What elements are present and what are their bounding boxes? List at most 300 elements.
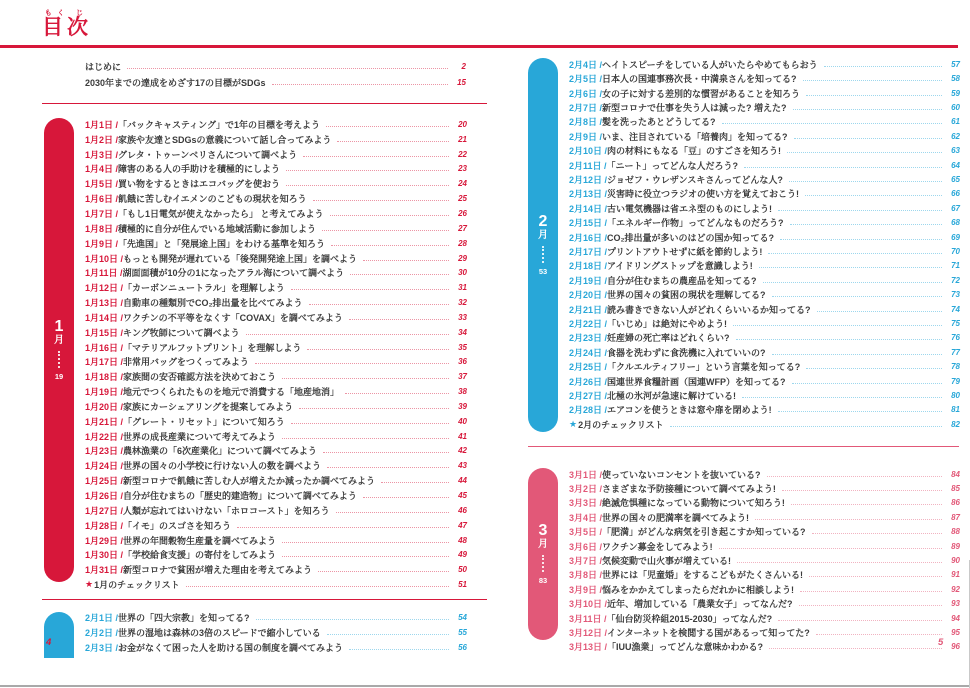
entry-title: プリントアウトせずに紙を節約しよう! (607, 246, 763, 257)
entry-title: 「いじめ」は絶対にやめよう! (607, 319, 728, 330)
month-number: 1 (54, 317, 64, 335)
toc-entry (85, 369, 467, 384)
entry-date: 2月28日 / (569, 403, 607, 416)
entry-date: 3月7日 / (569, 554, 602, 567)
dotted-leader (767, 476, 942, 477)
entry-date: 1月31日 / (85, 563, 123, 576)
entry-title: 食器を洗わずに食洗機に入れていいの? (607, 347, 766, 358)
entry-page-number: 56 (458, 642, 467, 652)
dotted-leader (799, 605, 942, 606)
dotted-leader (303, 156, 449, 157)
entry-page-number: 92 (951, 584, 960, 594)
entry-page-number: 76 (951, 333, 960, 343)
dotted-leader (282, 378, 449, 379)
entry-date: 1月14日 / (85, 311, 123, 324)
entry-date: 3月4日 / (569, 511, 602, 524)
dotted-leader (349, 649, 449, 650)
toc-entry (569, 467, 960, 481)
entry-title: 「ニート」ってどんな人だろう? (606, 160, 739, 171)
toc-entry (569, 288, 960, 302)
dotted-leader (246, 334, 449, 335)
entry-page-number: 89 (951, 541, 960, 551)
entry-date: 1月5日 / (85, 177, 118, 190)
entry-page-number: 29 (458, 253, 467, 263)
entry-page-number: 81 (951, 405, 960, 415)
dotted-leader (282, 542, 449, 543)
toc-entry (85, 473, 467, 488)
entry-page-number: 84 (951, 469, 960, 479)
entry-title: 新型コロナで貧困が増えた理由を考えてみよう (123, 565, 313, 576)
entry-page-number: 67 (951, 203, 960, 213)
entry-title: 気候変動で山火事が増えている! (602, 556, 732, 567)
toc-entry (85, 414, 467, 429)
entry-date: 3月3日 / (569, 496, 602, 509)
entry-page-number: 91 (951, 570, 960, 580)
entry-date: 1月21日 / (85, 415, 123, 428)
entry-page-number: 15 (457, 78, 466, 88)
entry-page-number: 58 (951, 74, 960, 84)
entry-page-number: 37 (458, 372, 467, 382)
entry-page-number: 45 (458, 491, 467, 501)
entry-date: 3月12日 / (569, 626, 607, 639)
entry-date: 2月8日 / (569, 115, 602, 128)
toc-entry (569, 496, 960, 510)
toc-entry (569, 553, 960, 567)
entry-title: 悩みをかかえてしまったらだれかに相談しよう! (602, 584, 795, 595)
entry-date: 1月28日 / (85, 519, 123, 532)
toc-entry (569, 215, 960, 229)
toc-entry (569, 158, 960, 172)
entry-date: 1月9日 / (85, 237, 118, 250)
entry-page-number: 27 (458, 223, 467, 233)
entry-title: 「エネルギー作物」ってどんなものだろう? (607, 218, 784, 229)
entry-page-number: 63 (951, 146, 960, 156)
dotted-leader (327, 634, 449, 635)
entry-page-number: 90 (951, 556, 960, 566)
entry-date: 1月29日 / (85, 534, 123, 547)
entry-date: 3月1日 / (569, 468, 602, 481)
dotted-leader (255, 363, 449, 364)
entry-page-number: 64 (951, 160, 960, 170)
entry-page-number: 71 (951, 261, 960, 271)
entry-page-number: 34 (458, 327, 467, 337)
dotted-leader (817, 311, 942, 312)
entry-page-number: 62 (951, 131, 960, 141)
toc-entry (85, 340, 467, 355)
month-number: 2 (538, 212, 548, 230)
entry-page-number: 33 (458, 312, 467, 322)
toc-entry (569, 568, 960, 582)
toc-entry (85, 206, 467, 221)
entry-page-number: 73 (951, 290, 960, 300)
entry-date: 1月6日 / (85, 192, 118, 205)
entry-date: 2月15日 / (569, 216, 607, 229)
page-title (42, 10, 92, 38)
dotted-leader (772, 354, 942, 355)
entry-page-number: 61 (951, 117, 960, 127)
entry-title: 人類が忘れてはいけない「ホロコースト」を知ろう (123, 505, 330, 516)
dotted-leader (323, 452, 449, 453)
toc-entry (85, 295, 467, 310)
entry-date: 1月11日 / (85, 266, 123, 279)
toc-entry (85, 503, 467, 518)
dotted-leader (778, 210, 942, 211)
month-start-page: 53 (538, 267, 548, 277)
entry-page-number: 82 (951, 419, 960, 429)
header-rule (0, 45, 958, 48)
dotted-leader (794, 138, 942, 139)
entry-title: 「グレート・リセット」について知ろう (123, 416, 285, 427)
toc-entry (569, 71, 960, 85)
checklist-entry (569, 417, 960, 431)
entry-title: 「イモ」のスゴさを知ろう (123, 520, 232, 531)
section-february-start (44, 610, 467, 658)
checklist-entry (85, 577, 467, 592)
month-bar-march (528, 468, 558, 640)
toc-entry (569, 172, 960, 186)
toc-entry (569, 640, 960, 654)
entry-title: 近年、増加している「農業女子」ってなんだ? (607, 599, 793, 610)
entry-title: 「カーボンニュートラル」を理解しよう (123, 283, 285, 294)
dotted-leader (313, 200, 449, 201)
entry-date: 2月12日 / (569, 173, 607, 186)
entry-date: 1月2日 / (85, 133, 118, 146)
dotted-leader (742, 397, 942, 398)
entry-page-number: 88 (951, 527, 960, 537)
month-bar-february (528, 58, 558, 432)
entry-title: 肉の材料にもなる「豆」のすごさを知ろう! (607, 146, 782, 157)
toc-entry (85, 518, 467, 533)
dotted-leader (806, 95, 942, 96)
entry-date: 2月13日 / (569, 187, 607, 200)
entry-title: 絶滅危惧種になっている動物について知ろう! (602, 498, 785, 509)
page-number-right: 5 (938, 637, 944, 648)
toc-entry (85, 488, 467, 503)
entry-title: キング牧師について調べよう (123, 327, 240, 338)
entry-title: 買い物をするときはエコバッグを使おう (118, 179, 281, 190)
title-char: 次じ (67, 10, 92, 39)
entry-date: 2月10日 / (569, 144, 607, 157)
intro-list (85, 58, 466, 91)
dotted-leader (755, 519, 942, 520)
entry-page-number: 54 (458, 612, 467, 622)
entry-date: 3月2日 / (569, 482, 602, 495)
toc-entry (569, 273, 960, 287)
entry-page-number: 30 (458, 268, 467, 278)
dotted-leader (299, 408, 449, 409)
entry-title: 「もし1日電気が使えなかったら」 と考えてみよう (118, 208, 324, 219)
dotted-leader (809, 576, 942, 577)
intro-item (85, 58, 466, 75)
dotted-leader (186, 586, 449, 587)
entry-date: 1月26日 / (85, 489, 123, 502)
toc-entry (85, 384, 467, 399)
dotted-leader (737, 562, 942, 563)
entry-date: 2月21日 / (569, 303, 607, 316)
entry-page-number: 2 (461, 61, 466, 71)
dotted-leader (363, 497, 449, 498)
entry-date: 1月24日 / (85, 459, 123, 472)
toc-entry (569, 230, 960, 244)
vertical-dots-icon (542, 555, 544, 572)
entry-title: 髪を洗ったあとどうしてる? (602, 117, 716, 128)
entry-page-number: 32 (458, 298, 467, 308)
toc-entry (569, 345, 960, 359)
page-number-left: 4 (46, 637, 52, 648)
toc-entry (85, 221, 467, 236)
month-unit: 月 (54, 335, 64, 347)
section-february (528, 56, 960, 438)
toc-entry (85, 355, 467, 370)
dotted-leader (824, 66, 942, 67)
entry-date: 3月13日 / (569, 640, 607, 653)
toc-entry (569, 510, 960, 524)
entry-title: 日本人の国連事務次長・中満泉さんを知ってる? (602, 74, 797, 85)
entry-title: 北極の氷河が急速に解けている! (607, 391, 737, 402)
dotted-leader (803, 80, 942, 81)
dotted-leader (768, 253, 942, 254)
entry-date: 3月8日 / (569, 568, 602, 581)
entry-date: 3月6日 / (569, 540, 602, 553)
toc-entry (85, 191, 467, 206)
star-icon: ★ (85, 579, 94, 590)
toc-entry (569, 100, 960, 114)
dotted-leader (722, 123, 942, 124)
entry-page-number: 85 (951, 484, 960, 494)
toc-entry (569, 331, 960, 345)
dotted-leader (806, 368, 942, 369)
toc-entry (85, 251, 467, 266)
entry-page-number: 70 (951, 246, 960, 256)
entry-title: もっとも開発が遅れている「後発開発途上国」を調べよう (123, 253, 358, 264)
entry-page-number: 42 (458, 446, 467, 456)
entry-page-number: 48 (458, 535, 467, 545)
dotted-leader (791, 504, 942, 505)
entry-page-number: 75 (951, 319, 960, 329)
entry-page-number: 51 (458, 580, 467, 590)
entry-title: 自分が住むまちの農産品を知ってる? (607, 275, 757, 286)
dotted-leader (733, 325, 942, 326)
toc-entry (569, 481, 960, 495)
toc-entry (569, 360, 960, 374)
checklist-label: 2月のチェックリスト (578, 419, 664, 430)
entry-title: 農林漁業の「6次産業化」について調べてみよう (123, 446, 317, 457)
entry-page-number: 65 (951, 174, 960, 184)
entry-page-number: 60 (951, 102, 960, 112)
toc-entry (85, 310, 467, 325)
toc-entry (569, 129, 960, 143)
toc-entry (569, 374, 960, 388)
entry-title: インターネットを検閲する国があるって知ってた? (607, 627, 810, 638)
toc-entry (85, 265, 467, 280)
dotted-leader (816, 634, 942, 635)
entry-date: 1月25日 / (85, 474, 123, 487)
toc-entry (85, 117, 467, 132)
entry-date: 1月19日 / (85, 385, 123, 398)
entry-date: 2月25日 / (569, 360, 607, 373)
entry-title: 「クルエルティフリー」という言葉を知ってる? (607, 362, 801, 373)
section-divider (42, 599, 487, 600)
entry-title: 新型コロナで仕事を失う人は減った? 増えた? (602, 102, 787, 113)
entry-title: 世界の成長産業について考えてみよう (123, 431, 276, 442)
dotted-leader (759, 267, 942, 268)
toc-entry (569, 611, 960, 625)
entry-title: さまざまな予防接種について調べてみよう! (602, 484, 776, 495)
dotted-leader (789, 181, 942, 182)
entry-title: エアコンを使うときは窓や扉を閉めよう! (607, 405, 772, 416)
toc-entry (85, 458, 467, 473)
entry-page-number: 59 (951, 88, 960, 98)
dotted-leader (778, 620, 942, 621)
entry-page-number: 41 (458, 431, 467, 441)
entry-title: 積極的に自分が住んでいる地域活動に参加しよう (118, 223, 317, 234)
toc-entry (569, 86, 960, 100)
entry-title: 「仙台防災枠組2015-2030」ってなんだ? (606, 613, 773, 624)
intro-label: 2030年までの達成をめざす17の目標がSDGs (85, 78, 266, 89)
dotted-leader (286, 185, 449, 186)
entry-date: 1月18日 / (85, 370, 123, 383)
entry-date: 2月23日 / (569, 331, 607, 344)
month-start-page: 83 (538, 576, 548, 586)
section-divider (528, 446, 959, 447)
toc-entry (569, 57, 960, 71)
toc-entry (85, 399, 467, 414)
entry-date: 1月17日 / (85, 355, 123, 368)
month-unit: 月 (538, 230, 548, 242)
checklist-label: 1月のチェックリスト (94, 580, 180, 591)
entry-title: 世界の国々の小学校に行けない人の数を調べよう (123, 461, 322, 472)
section-march (528, 464, 960, 664)
toc-entry (569, 597, 960, 611)
toc-entry (569, 582, 960, 596)
toc-entry (85, 444, 467, 459)
entry-date: 2月14日 / (569, 202, 607, 215)
entry-title: 湖面面積が10分の1になったアラル海について調べよう (122, 268, 345, 279)
entry-title: ヘイトスピーチをしている人がいたらやめてもらおう (602, 59, 818, 70)
entry-date: 3月5日 / (569, 525, 602, 538)
dotted-leader (363, 260, 449, 261)
entry-date: 1月15日 / (85, 326, 123, 339)
toc-entry (569, 525, 960, 539)
entry-date: 2月7日 / (569, 101, 602, 114)
toc-entry (569, 403, 960, 417)
toc-entry (85, 325, 467, 340)
entry-title: 自分が住むまちの「歴史的建造物」について調べてみよう (123, 491, 357, 502)
dotted-leader (805, 195, 942, 196)
vertical-dots-icon (542, 246, 544, 263)
entry-page-number: 35 (458, 342, 467, 352)
entry-page-number: 80 (951, 391, 960, 401)
toc-entry (85, 547, 467, 562)
entry-page-number: 25 (458, 194, 467, 204)
entry-page-number: 78 (951, 362, 960, 372)
entry-date: 1月30日 / (85, 548, 123, 561)
entry-title: 地元でつくられたものを地元で消費する「地産地消」 (123, 387, 340, 398)
entry-title: お金がなくて困った人を助ける国の制度を調べてみよう (118, 642, 344, 653)
entry-page-number: 94 (951, 613, 960, 623)
entry-page-number: 20 (458, 119, 467, 129)
toc-entry (569, 625, 960, 639)
entry-page-number: 49 (458, 550, 467, 560)
dotted-leader (326, 126, 449, 127)
vertical-dots-icon (58, 351, 60, 368)
entry-title: ジョゼフ・ウレザンスキさんってどんな人? (607, 174, 783, 185)
title-char: 目もく (42, 10, 67, 39)
entry-date: 1月20日 / (85, 400, 123, 413)
toc-entry (85, 562, 467, 577)
entry-page-number: 74 (951, 304, 960, 314)
toc-entry (569, 201, 960, 215)
entry-page-number: 40 (458, 416, 467, 426)
dotted-leader (780, 239, 942, 240)
entry-title: 非常用バッグをつくってみよう (123, 357, 249, 368)
entry-date: 3月10日 / (569, 597, 607, 610)
toc-entry (569, 539, 960, 553)
entry-title: 飢餓に苦しむイエメンのこどもの現状を知ろう (118, 194, 307, 205)
entry-title: 「学校給食支援」の寄付をしてみよう (123, 550, 277, 561)
toc-entry (569, 143, 960, 157)
entry-date: 2月22日 / (569, 317, 607, 330)
entry-page-number: 47 (458, 520, 467, 530)
toc-entry (569, 302, 960, 316)
entry-title: 使っていないコンセントを抜いている? (602, 469, 761, 480)
entry-page-number: 44 (458, 476, 467, 486)
entry-page-number: 39 (458, 401, 467, 411)
toc-entry (85, 429, 467, 444)
entry-title: 女の子に対する差別的な慣習があることを知ろう (602, 88, 801, 99)
entry-page-number: 77 (951, 347, 960, 357)
entry-date: 1月8日 / (85, 222, 118, 235)
dotted-leader (790, 224, 942, 225)
dotted-leader (256, 619, 449, 620)
toc-entry (569, 115, 960, 129)
entry-date: 1月22日 / (85, 430, 123, 443)
month-number: 3 (538, 521, 548, 539)
entry-date: 2月3日 / (85, 641, 118, 654)
dotted-leader (812, 533, 942, 534)
entry-page-number: 87 (951, 512, 960, 522)
entry-title: 障害のある人の手助けを積極的にしよう (118, 164, 281, 175)
entry-page-number: 69 (951, 232, 960, 242)
entry-date: 2月19日 / (569, 274, 607, 287)
entry-date: 2月24日 / (569, 346, 607, 359)
entry-title: 世界の「四大宗教」を知ってる? (118, 612, 250, 623)
dotted-leader (793, 109, 942, 110)
entry-page-number: 86 (951, 498, 960, 508)
dotted-leader (291, 423, 449, 424)
entry-page-number: 93 (951, 599, 960, 609)
dotted-leader (127, 68, 448, 69)
entry-date: 2月16日 / (569, 231, 607, 244)
dotted-leader (772, 296, 942, 297)
entry-title: 妊産婦の死亡率はどれくらい? (607, 333, 730, 344)
entry-date: 2月4日 / (569, 58, 602, 71)
month-start-page: 19 (54, 372, 64, 382)
entry-date: 3月11日 / (569, 612, 607, 625)
entry-title: 世界には「児童婚」をするこどもがたくさんいる! (602, 570, 804, 581)
dotted-leader (282, 438, 449, 439)
dotted-leader (322, 230, 449, 231)
toc-entry (85, 625, 467, 640)
entry-date: 1月7日 / (85, 207, 118, 220)
toc-entry (569, 187, 960, 201)
scan-edge-bottom (0, 685, 970, 687)
dotted-leader (736, 339, 942, 340)
entry-page-number: 96 (951, 642, 960, 652)
entry-page-number: 66 (951, 189, 960, 199)
entry-title: アイドリングストップを意識しよう! (607, 261, 753, 272)
entry-page-number: 79 (951, 376, 960, 386)
